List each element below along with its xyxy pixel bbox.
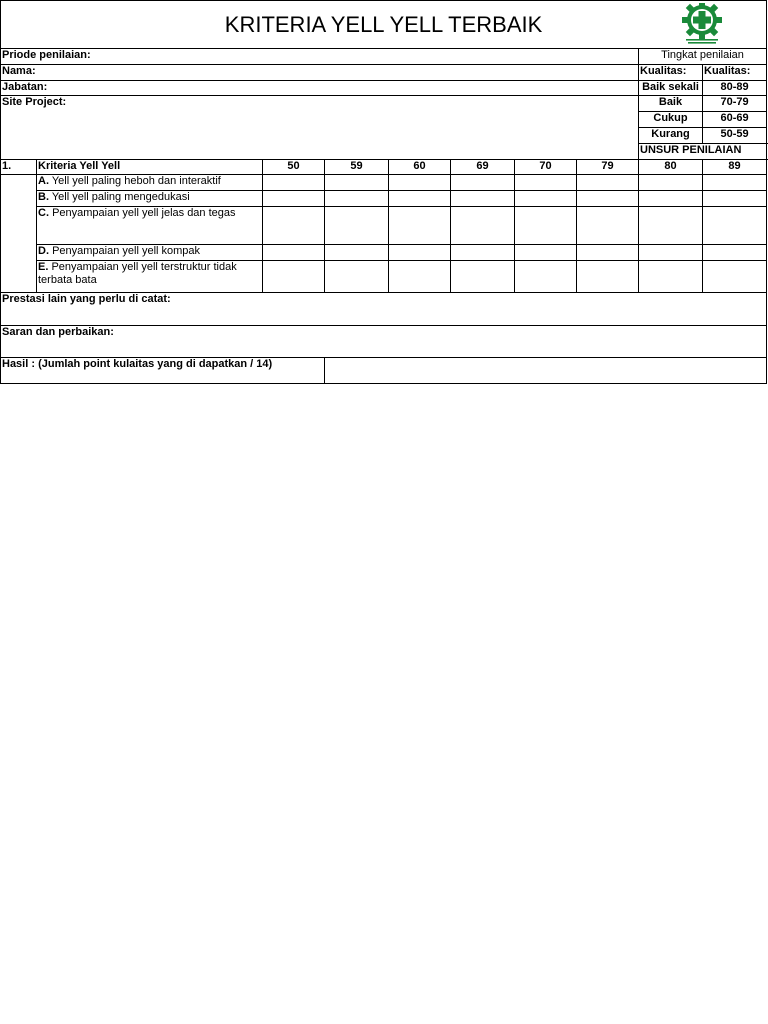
saran-field[interactable]: Saran dan perbaikan: [1,326,767,358]
score-cell[interactable] [515,245,577,261]
score-cell[interactable] [577,175,639,191]
tingkat-range: 70-79 [703,96,767,112]
score-cell[interactable] [577,261,639,293]
evaluation-sheet [0,0,766,384]
score-header: 69 [451,160,515,175]
score-cell[interactable] [389,191,451,207]
hasil-label: Hasil : (Jumlah point kulaitas yang di dapatkan / 14) [1,358,325,384]
score-header: 80 [639,160,703,175]
score-cell[interactable] [451,261,515,293]
score-cell[interactable] [703,191,767,207]
score-cell[interactable] [325,175,389,191]
score-header: 60 [389,160,451,175]
kualitas-label-right: Kualitas: [703,65,767,81]
evaluation-table [0,0,767,384]
tingkat-name: Baik [639,96,703,112]
score-header: 70 [515,160,577,175]
tingkat-name: Kurang [639,128,703,144]
score-cell[interactable] [639,191,703,207]
score-header: 89 [703,160,767,175]
score-cell[interactable] [703,175,767,191]
score-cell[interactable] [703,261,767,293]
criteria-item: A. Yell yell paling heboh dan interaktif [37,175,263,191]
score-cell[interactable] [263,175,325,191]
row-number: 1. [1,160,37,175]
tingkat-name: Cukup [639,112,703,128]
score-cell[interactable] [325,261,389,293]
tingkat-header: Tingkat penilaian [639,49,767,65]
score-cell[interactable] [325,191,389,207]
score-cell[interactable] [451,245,515,261]
score-cell[interactable] [451,207,515,245]
title-text: KRITERIA YELL YELL TERBAIK [224,11,543,37]
score-cell[interactable] [639,245,703,261]
score-cell[interactable] [515,261,577,293]
score-cell[interactable] [577,207,639,245]
score-cell[interactable] [389,175,451,191]
tingkat-range: 60-69 [703,112,767,128]
periode-label: Priode penilaian: [1,49,639,65]
score-cell[interactable] [515,175,577,191]
page-title [1,1,767,49]
score-cell[interactable] [515,191,577,207]
score-header: 79 [577,160,639,175]
criteria-item: B. Yell yell paling mengedukasi [37,191,263,207]
score-header: 59 [325,160,389,175]
score-cell[interactable] [577,245,639,261]
score-cell[interactable] [703,207,767,245]
nama-label: Nama: [1,65,639,81]
score-cell[interactable] [263,261,325,293]
score-cell[interactable] [263,245,325,261]
score-cell[interactable] [263,191,325,207]
score-cell[interactable] [639,261,703,293]
criteria-item: D. Penyampaian yell yell kompak [37,245,263,261]
score-cell[interactable] [639,175,703,191]
criteria-item: C. Penyampaian yell yell jelas dan tegas [37,207,263,245]
score-cell[interactable] [639,207,703,245]
criteria-header: Kriteria Yell Yell [37,160,263,175]
score-cell[interactable] [515,207,577,245]
score-cell[interactable] [389,245,451,261]
jabatan-label: Jabatan: [1,81,639,96]
item-number-column [1,175,37,293]
tingkat-range: 80-89 [703,81,767,96]
criteria-item: E. Penyampaian yell yell terstruktur tidak terbata bata [37,261,263,293]
tingkat-range: 50-59 [703,128,767,144]
score-cell[interactable] [325,245,389,261]
kualitas-label-left: Kualitas: [639,65,703,81]
score-cell[interactable] [451,175,515,191]
score-cell[interactable] [577,191,639,207]
tingkat-name: Baik sekali [639,81,703,96]
k3-logo-icon [680,3,724,45]
score-cell[interactable] [263,207,325,245]
unsur-penilaian-label: UNSUR PENILAIAN [639,144,767,160]
score-cell[interactable] [389,207,451,245]
score-cell[interactable] [325,207,389,245]
score-header: 50 [263,160,325,175]
score-cell[interactable] [451,191,515,207]
hasil-value-cell[interactable] [325,358,767,384]
site-project-label: Site Project: [1,96,639,160]
score-cell[interactable] [389,261,451,293]
score-cell[interactable] [703,245,767,261]
prestasi-field[interactable]: Prestasi lain yang perlu di catat: [1,293,767,326]
